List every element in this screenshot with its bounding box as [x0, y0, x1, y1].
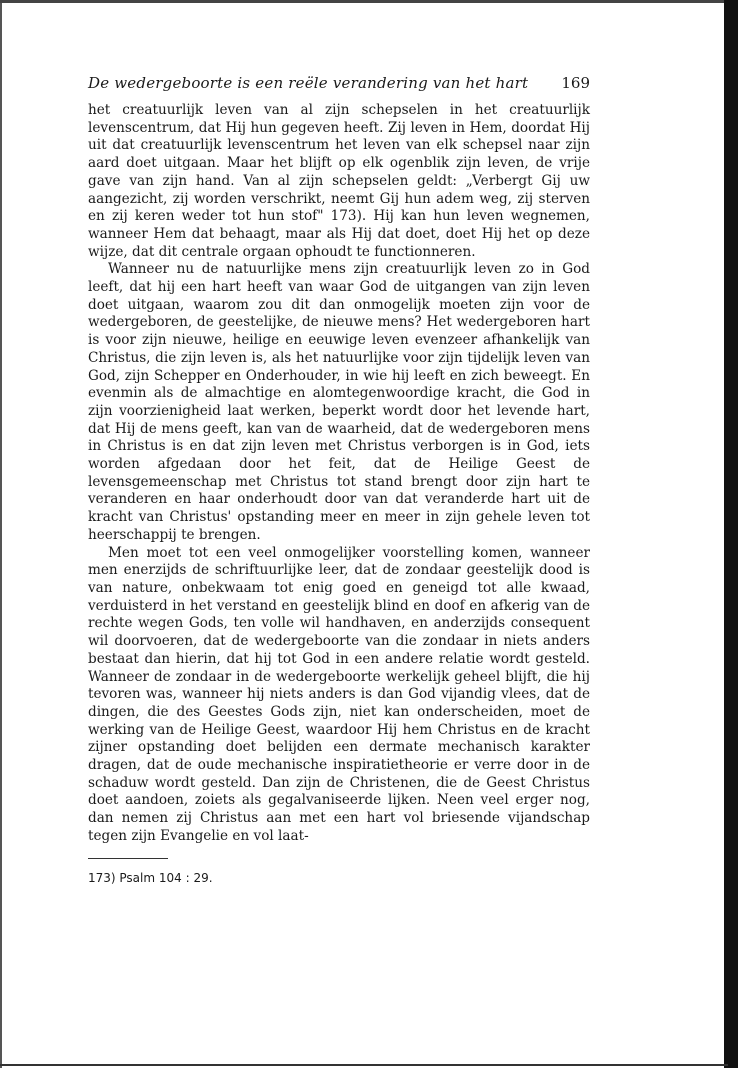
page-number: 169	[561, 74, 590, 92]
paragraph-3: Men moet tot een veel onmogelijker voorstelling komen, wanneer men enerzijds de schriftuurlijke leer, dat de zondaar geestelijk dood is van nature, onbekwaam tot enig goed en geneigd tot alle kwaad, verduisterd in het verstand en geestelijk blind en doof en afkerig van de rechte wegen Gods, ten volle wil handhaven, en anderzijds consequent wil doorvoeren, dat de wedergeboorte van die zondaar in niets anders bestaat dan hierin, dat hij tot God in een andere relatie wordt gesteld. Wanneer de zondaar in de wedergeboorte werkelijk geheel blijft, die hij tevoren was, wanneer hij niets anders is dan God vijandig vlees, dat de dingen, die des Geestes Gods zijn, niet kan onderscheiden, moet de werking van de Heilige Geest, waardoor Hij hem Christus en de kracht zijner opstanding doet belijden een dermate mechanisch karakter dragen, dat de oude mechanische inspiratietheorie er verre door in de schaduw wordt gesteld. Dan zijn de Christenen, die de Geest Christus doet aandoen, zoiets als gegalvaniseerde lijken. Neen veel erger nog, dan nemen zij Christus aan met een hart vol briesende vijandschap tegen zijn Evangelie en vol laat-	[88, 544, 590, 844]
page-edge-bottom	[0, 1064, 728, 1066]
page-header	[88, 74, 590, 102]
book-page	[88, 74, 590, 885]
body-text	[88, 102, 590, 846]
page-edge-left	[0, 0, 2, 1068]
running-title: De wedergeboorte is een reële verandering van het hart	[88, 74, 529, 92]
scan-border-right	[724, 0, 738, 1068]
page-edge-top	[0, 0, 728, 3]
footnote: 173) Psalm 104 : 29.	[88, 870, 213, 885]
footnote-divider	[88, 858, 168, 859]
paragraph-1: het creatuurlijk leven van al zijn schepselen in het creatuurlijk levenscentrum, dat Hij hun gegeven heeft. Zij leven in Hem, doordat Hij uit dat creatuurlijk levenscentrum het leven van elk schepsel naar zijn aard doet uitgaan. Maar het blijft op elk ogenblik zijn leven, de vrije gave van zijn hand. Van al zijn schepselen geldt: „Verbergt Gij uw aangezicht, zij worden verschrikt, neemt Gij hun adem weg, zij sterven en zij keren weder tot hun stof" 173). Hij kan hun leven wegnemen, wanneer Hem dat behaagt, maar als Hij dat doet, doet Hij het op deze wijze, dat dit centrale orgaan ophoudt te functionneren.	[88, 102, 590, 260]
paragraph-2: Wanneer nu de natuurlijke mens zijn creatuurlijk leven zo in God leeft, dat hij een hart heeft van waar God de uitgangen van zijn leven doet uitgaan, waarom zou dit dan onmogelijk moeten zijn voor de wedergeboren, de geestelijke, de nieuwe mens? Het wedergeboren hart is voor zijn nieuwe, heilige en eeuwige leven evenzeer afhankelijk van Christus, die zijn leven is, als het natuurlijke voor zijn tijdelijk leven van God, zijn Schepper en Onderhouder, in wie hij leeft en zich beweegt. En evenmin als de almachtige en alomtegenwoordige kracht, die God in zijn voorzienigheid laat werken, beperkt wordt door het levende hart, dat Hij de mens geeft, kan van de waarheid, dat de wedergeboren mens in Christus is en dat zijn leven met Christus verborgen is in God, iets worden afgedaan door het feit, dat de Heilige Geest de levensgemeenschap met Christus tot stand brengt door zijn hart te veranderen en haar onderhoudt door van dat veranderde hart uit de kracht van Christus' opstanding meer en meer in zijn gehele leven tot heerschappij te brengen.	[88, 261, 590, 543]
